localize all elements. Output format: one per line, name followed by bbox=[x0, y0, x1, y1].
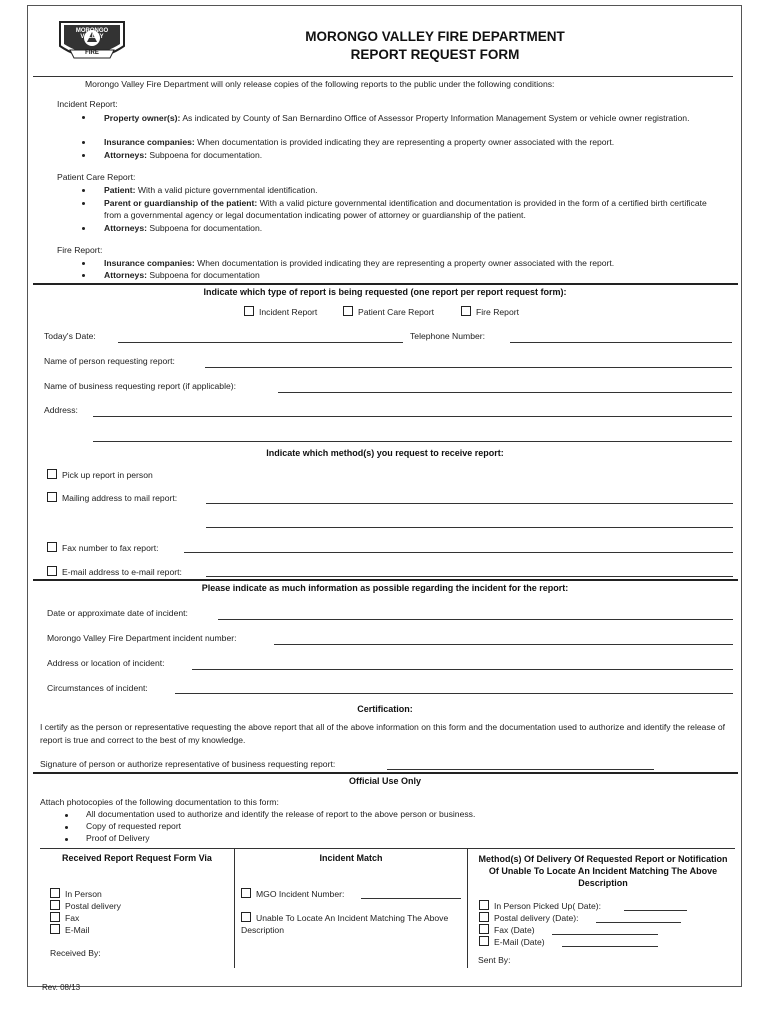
fax-date-field[interactable] bbox=[552, 934, 658, 935]
incident-info-heading: Please indicate as much information as possible regarding the incident for the report: bbox=[201, 583, 569, 593]
mailing-address-field-line-2[interactable] bbox=[206, 527, 733, 528]
attach-item-documentation: All documentation used to authorize and identify the release of report to the above person or business. bbox=[86, 809, 476, 819]
bullet bbox=[82, 116, 85, 119]
report-type-incident[interactable]: Incident Report bbox=[244, 306, 317, 317]
attach-item-copy: Copy of requested report bbox=[86, 821, 182, 831]
received-email[interactable]: E-Mail bbox=[50, 924, 89, 935]
unable-to-locate-checkbox[interactable] bbox=[241, 912, 251, 922]
bullet bbox=[82, 227, 85, 230]
report-type-fire[interactable]: Fire Report bbox=[461, 306, 519, 317]
address-field-line-2[interactable] bbox=[93, 441, 732, 442]
email-date-field[interactable] bbox=[562, 946, 658, 947]
certification-heading: Certification: bbox=[357, 704, 413, 714]
received-email-checkbox[interactable] bbox=[50, 924, 60, 934]
unable-to-locate[interactable]: Unable To Locate An Incident Matching The Above Description bbox=[241, 913, 449, 935]
fax-number-field[interactable] bbox=[184, 552, 733, 553]
report-type-patient-care[interactable]: Patient Care Report bbox=[343, 306, 434, 317]
section-divider bbox=[33, 579, 738, 581]
logo-top-text: MORONGO VALLEY bbox=[75, 28, 109, 40]
patient-care-checkbox[interactable] bbox=[343, 306, 353, 316]
delivered-postal[interactable]: Postal delivery (Date): bbox=[479, 912, 579, 923]
email-address-field[interactable] bbox=[206, 576, 733, 577]
incident-report-checkbox[interactable] bbox=[244, 306, 254, 316]
bullet bbox=[65, 814, 68, 817]
bullet bbox=[82, 189, 85, 192]
delivery-pickup[interactable]: Pick up report in person bbox=[47, 469, 153, 480]
bullet bbox=[82, 274, 85, 277]
mailing-address-field[interactable] bbox=[206, 503, 733, 504]
official-use-heading: Official Use Only bbox=[348, 776, 422, 786]
person-name-label: Name of person requesting report: bbox=[44, 356, 175, 366]
patient-condition-patient: Patient: With a valid picture governmental identification. bbox=[104, 185, 318, 195]
delivered-in-person-checkbox[interactable] bbox=[479, 900, 489, 910]
signature-field[interactable] bbox=[387, 769, 654, 770]
delivered-email[interactable]: E-Mail (Date) bbox=[479, 936, 545, 947]
picked-up-date-field[interactable] bbox=[624, 910, 687, 911]
incident-number-field[interactable] bbox=[274, 644, 733, 645]
business-name-label: Name of business requesting report (if applicable): bbox=[44, 381, 237, 391]
report-type-heading: Indicate which type of report is being requested (one report per report request form): bbox=[203, 287, 567, 297]
fire-report-heading: Fire Report: bbox=[57, 245, 103, 255]
incident-date-label: Date or approximate date of incident: bbox=[47, 608, 188, 618]
received-postal-checkbox[interactable] bbox=[50, 900, 60, 910]
revision-label: Rev. 08/13 bbox=[42, 983, 81, 992]
postal-date-field[interactable] bbox=[596, 922, 681, 923]
received-fax-checkbox[interactable] bbox=[50, 912, 60, 922]
fire-department-logo bbox=[56, 12, 128, 68]
patient-condition-attorneys: Attorneys: Subpoena for documentation. bbox=[104, 223, 263, 233]
telephone-label: Telephone Number: bbox=[410, 331, 486, 341]
todays-date-label: Today's Date: bbox=[44, 331, 96, 341]
bullet bbox=[82, 154, 85, 157]
official-table-top bbox=[40, 848, 735, 849]
incident-location-field[interactable] bbox=[192, 669, 733, 670]
incident-date-field[interactable] bbox=[218, 619, 733, 620]
delivered-postal-checkbox[interactable] bbox=[479, 912, 489, 922]
incident-circumstances-label: Circumstances of incident: bbox=[47, 683, 148, 693]
mgo-number-field[interactable] bbox=[361, 898, 461, 899]
delivery-method-heading: Indicate which method(s) you request to receive report: bbox=[266, 448, 504, 458]
incident-circumstances-field[interactable] bbox=[175, 693, 733, 694]
received-in-person-checkbox[interactable] bbox=[50, 888, 60, 898]
delivered-fax[interactable]: Fax (Date) bbox=[479, 924, 535, 935]
received-postal[interactable]: Postal delivery bbox=[50, 900, 121, 911]
email-checkbox[interactable] bbox=[47, 566, 57, 576]
fire-condition-insurance: Insurance companies: When documentation is provided indicating they are representing a property owner associated with the report. bbox=[104, 258, 615, 268]
delivered-email-checkbox[interactable] bbox=[479, 936, 489, 946]
bullet bbox=[65, 838, 68, 841]
received-fax[interactable]: Fax bbox=[50, 912, 79, 923]
official-table-divider bbox=[467, 848, 468, 968]
address-label: Address: bbox=[44, 405, 78, 415]
person-name-field[interactable] bbox=[205, 367, 732, 368]
attach-instructions: Attach photocopies of the following documentation to this form: bbox=[40, 797, 279, 807]
patient-care-heading: Patient Care Report: bbox=[57, 172, 136, 182]
bullet bbox=[82, 202, 85, 205]
incident-match-heading: Incident Match bbox=[319, 853, 383, 863]
section-divider bbox=[33, 283, 738, 285]
incident-condition-owner: Property owner(s): As indicated by County of San Bernardino Office of Assessor Property Information Management System or vehicle owner registration. bbox=[104, 113, 690, 123]
delivery-fax[interactable]: Fax number to fax report: bbox=[47, 542, 158, 553]
logo-bottom-text: FIRE bbox=[85, 50, 99, 56]
pickup-checkbox[interactable] bbox=[47, 469, 57, 479]
incident-condition-attorneys: Attorneys: Subpoena for documentation. bbox=[104, 150, 263, 160]
mail-checkbox[interactable] bbox=[47, 492, 57, 502]
delivered-fax-checkbox[interactable] bbox=[479, 924, 489, 934]
patient-condition-guardian: Parent or guardianship of the patient: With a valid picture governmental identification and documentation is provided in the form of a certified birth certificate from a governmental agency or legal documentation indicating power of attorney or guardianship of the patient. bbox=[104, 198, 707, 220]
conditions-intro: Morongo Valley Fire Department will only release copies of the following reports to the public under the following conditions: bbox=[85, 79, 555, 89]
bullet bbox=[65, 826, 68, 829]
received-in-person[interactable]: In Person bbox=[50, 888, 102, 899]
attach-item-proof: Proof of Delivery bbox=[86, 833, 150, 843]
delivery-mail[interactable]: Mailing address to mail report: bbox=[47, 492, 177, 503]
section-divider bbox=[33, 772, 738, 774]
incident-condition-insurance: Insurance companies: When documentation is provided indicating they are representing a property owner associated with the report. bbox=[104, 137, 615, 147]
delivery-methods-heading: Method(s) Of Delivery Of Requested Report or Notification Of Unable To Locate An Incident Matching The Above Description bbox=[478, 854, 728, 888]
received-via-heading: Received Report Request Form Via bbox=[62, 853, 212, 863]
todays-date-field[interactable] bbox=[118, 342, 403, 343]
page-title: MORONGO VALLEY FIRE DEPARTMENT bbox=[305, 29, 565, 44]
fire-report-checkbox[interactable] bbox=[461, 306, 471, 316]
bullet bbox=[82, 262, 85, 265]
sent-by-label: Sent By: bbox=[478, 955, 511, 965]
received-by-label: Received By: bbox=[50, 948, 101, 958]
bullet bbox=[82, 141, 85, 144]
telephone-field[interactable] bbox=[510, 342, 732, 343]
mgo-checkbox[interactable] bbox=[241, 888, 251, 898]
incident-location-label: Address or location of incident: bbox=[47, 658, 165, 668]
address-field[interactable] bbox=[93, 416, 732, 417]
mgo-incident-number[interactable]: MGO Incident Number: bbox=[241, 888, 344, 899]
incident-report-heading: Incident Report: bbox=[57, 99, 118, 109]
delivery-email[interactable]: E-mail address to e-mail report: bbox=[47, 566, 182, 577]
delivered-in-person[interactable]: In Person Picked Up( Date): bbox=[479, 900, 601, 911]
signature-label: Signature of person or authorize representative of business requesting report: bbox=[40, 759, 336, 769]
incident-number-label: Morongo Valley Fire Department incident number: bbox=[47, 633, 237, 643]
fax-checkbox[interactable] bbox=[47, 542, 57, 552]
official-table-divider bbox=[234, 848, 235, 968]
certification-text: I certify as the person or representative requesting the above report that all of the above information on this form and the documentation used to authorize and identify the release of report is true and correct to the best of my knowledge. bbox=[40, 722, 726, 745]
page-subtitle: REPORT REQUEST FORM bbox=[350, 47, 520, 62]
fire-condition-attorneys: Attorneys: Subpoena for documentation bbox=[104, 270, 260, 280]
business-name-field[interactable] bbox=[278, 392, 732, 393]
header-divider bbox=[33, 76, 733, 77]
